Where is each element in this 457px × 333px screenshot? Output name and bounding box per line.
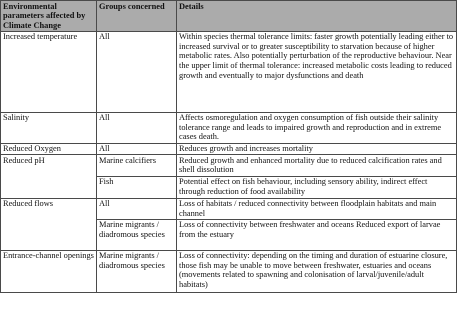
- group-cell: All: [97, 143, 177, 155]
- group-cell: All: [97, 198, 177, 219]
- group-cell: All: [97, 31, 177, 112]
- details-cell: Affects osmoregulation and oxygen consumption of fish outside their salinity tolerance range and leads to impaired growth and reproduction and in extreme cases death.: [177, 112, 457, 143]
- group-cell: Marine migrants / diadromous species: [97, 219, 177, 250]
- parameter-cell: Salinity: [1, 112, 97, 143]
- group-cell: Marine migrants / diadromous species: [97, 250, 177, 292]
- row-oxygen: [1, 143, 457, 155]
- parameter-cell: Reduced flows: [1, 198, 97, 250]
- details-cell: Reduces growth and increases mortality: [177, 143, 457, 155]
- parameter-cell: Reduced Oxygen: [1, 143, 97, 155]
- row-entrance-channel: [1, 250, 457, 292]
- header-details: Details: [177, 1, 457, 32]
- group-cell: All: [97, 112, 177, 143]
- row-flows-all: [1, 198, 457, 219]
- group-cell: Fish: [97, 176, 177, 198]
- header-row: [1, 1, 457, 32]
- row-temperature: [1, 31, 457, 112]
- parameter-cell: Increased temperature: [1, 31, 97, 112]
- parameter-cell: Reduced pH: [1, 155, 97, 198]
- details-cell: Potential effect on fish behaviour, including sensory ability, indirect effect through reduction of food availability: [177, 176, 457, 198]
- parameter-cell: Entrance-channel openings: [1, 250, 97, 292]
- details-cell: Loss of habitats / reduced connectivity between floodplain habitats and main channel: [177, 198, 457, 219]
- header-groups: Groups concerned: [97, 1, 177, 32]
- row-salinity: [1, 112, 457, 143]
- details-cell: Reduced growth and enhanced mortality due to reduced calcification rates and shell dissolution: [177, 155, 457, 176]
- details-cell: Loss of connectivity: depending on the timing and duration of estuarine closure, those fish may be unable to move between freshwater, estuaries and oceans (movements related to spawning and colonisation of larval/juvenile/adult habitats): [177, 250, 457, 292]
- group-cell: Marine calcifiers: [97, 155, 177, 176]
- row-ph-calcifiers: [1, 155, 457, 176]
- details-cell: Loss of connectivity between freshwater and oceans Reduced export of larvae from the estuary: [177, 219, 457, 250]
- header-parameters: Environmental parameters affected by Climate Change: [1, 1, 97, 32]
- details-cell: Within species thermal tolerance limits: faster growth potentially leading either to increased survival or to greater susceptibility to starvation because of higher metabolic rates. Also potentially perturbation of the reproductive behaviour. Near the upper limit of thermal tolerance: increased metabolic costs leading to reduced growth and eventually to major dysfunctions and death: [177, 31, 457, 112]
